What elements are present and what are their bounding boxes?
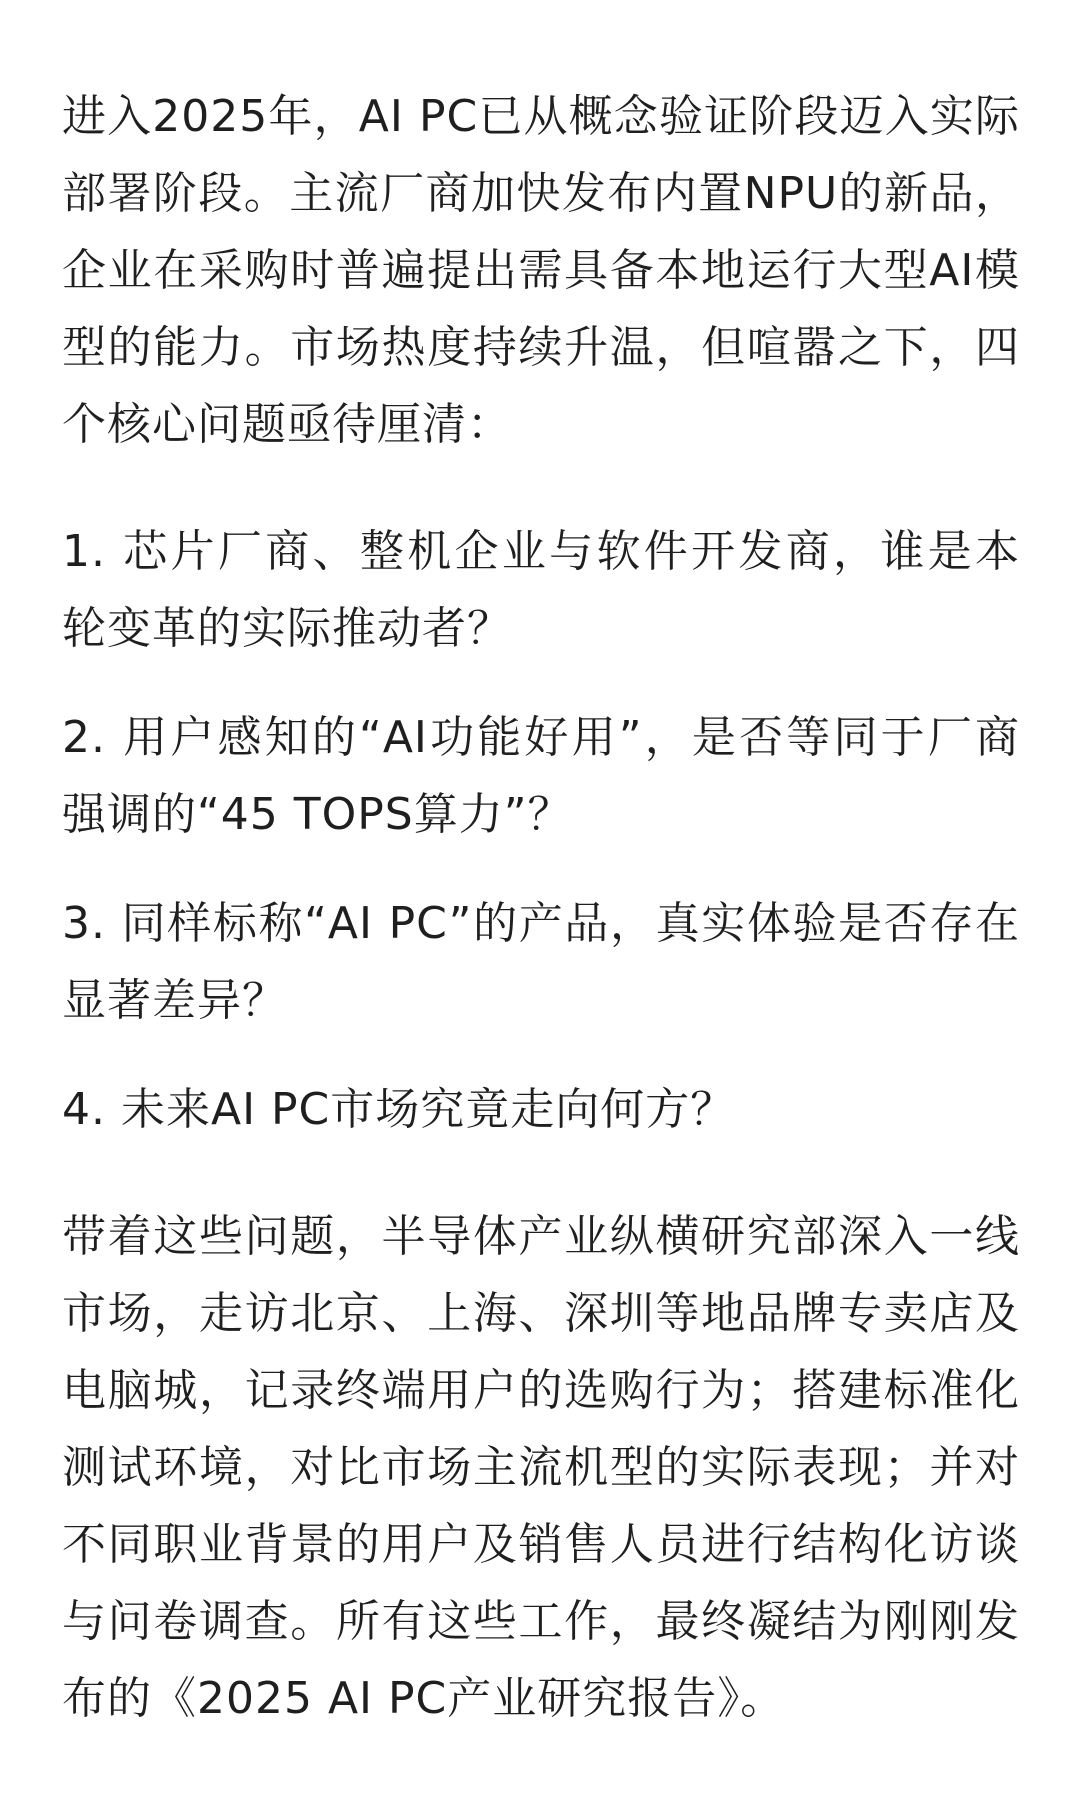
conclusion-paragraph: 带着这些问题，半导体产业纵横研究部深入一线市场，走访北京、上海、深圳等地品牌专卖店及电脑城，记录终端用户的选购行为；搭建标准化测试环境，对比市场主流机型的实际表现；并对不同职业背景的用户及销售人员进行结构化访谈与问卷调查。所有这些工作，最终凝结为刚刚发布的《2025 AI PC产业研究报告》。 — [62, 1211, 1020, 1724]
question-item-4: 4. 未来AI PC市场究竟走向何方？ — [62, 1084, 736, 1135]
question-item-2: 2. 用户感知的“AI功能好用”，是否等同于厂商强调的“45 TOPS算力”？ — [62, 712, 1020, 840]
question-item-1: 1. 芯片厂商、整机企业与软件开发商，谁是本轮变革的实际推动者？ — [62, 526, 1020, 654]
question-item-3: 3. 同样标称“AI PC”的产品，真实体验是否存在显著差异？ — [62, 898, 1020, 1026]
intro-paragraph: 进入2025年，AI PC已从概念验证阶段迈入实际部署阶段。主流厂商加快发布内置NPU的新品，企业在采购时普遍提出需具备本地运行大型AI模型的能力。市场热度持续升温，但喧嚣之下，四个核心问题亟待厘清： — [62, 91, 1020, 450]
article-body — [62, 78, 1020, 1737]
question-list — [62, 513, 1020, 1148]
